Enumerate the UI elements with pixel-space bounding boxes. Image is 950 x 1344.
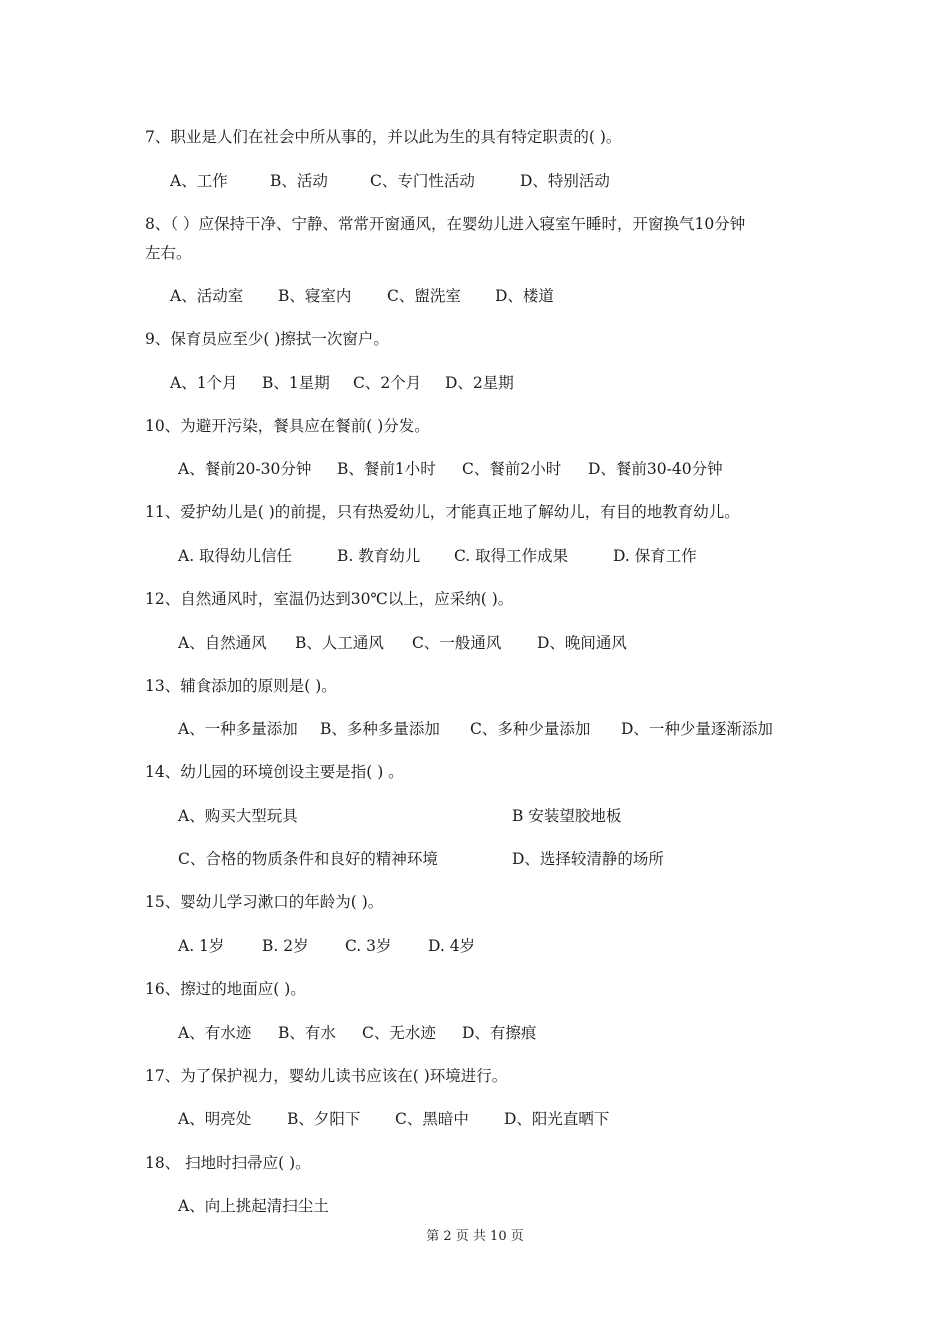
option-15d: D. 4岁 <box>428 937 476 955</box>
option-12d: D、晚间通风 <box>537 634 627 652</box>
option-14c: C、合格的物质条件和良好的精神环境 <box>178 850 438 868</box>
question-17: 17、为了保护视力，婴幼儿读书应该在( )环境进行。 <box>145 1067 508 1085</box>
option-13d: D、一种少量逐渐添加 <box>621 720 773 738</box>
option-15c: C. 3岁 <box>345 937 392 955</box>
option-8b: B、寝室内 <box>278 287 352 305</box>
option-11b: B. 教育幼儿 <box>337 547 421 565</box>
option-10d: D、餐前30-40分钟 <box>588 460 723 478</box>
question-8-continued: 左右。 <box>145 244 192 262</box>
option-16b: B、有水 <box>278 1024 336 1042</box>
option-13b: B、多种多量添加 <box>320 720 440 738</box>
option-13c: C、多种少量添加 <box>470 720 591 738</box>
question-10: 10、为避开污染，餐具应在餐前( )分发。 <box>145 417 430 435</box>
option-13a: A、一种多量添加 <box>178 720 298 738</box>
option-7a: A、工作 <box>170 172 228 190</box>
question-13: 13、辅食添加的原则是( )。 <box>145 677 337 695</box>
option-15b: B. 2岁 <box>262 937 309 955</box>
option-12b: B、人工通风 <box>295 634 384 652</box>
option-9c: C、2个月 <box>353 374 422 392</box>
option-17c: C、黑暗中 <box>395 1110 469 1128</box>
option-14d: D、选择较清静的场所 <box>512 850 664 868</box>
option-8a: A、活动室 <box>170 287 244 305</box>
page-footer: 第 2 页 共 10 页 <box>426 1229 524 1244</box>
question-12: 12、自然通风时，室温仍达到30℃以上，应采纳( )。 <box>145 590 514 608</box>
option-15a: A. 1岁 <box>178 937 225 955</box>
option-10c: C、餐前2小时 <box>462 460 562 478</box>
question-16: 16、擦过的地面应( )。 <box>145 980 306 998</box>
option-12c: C、一般通风 <box>412 634 502 652</box>
question-14: 14、幼儿园的环境创设主要是指( ) 。 <box>145 763 404 781</box>
option-10a: A、餐前20-30分钟 <box>178 460 312 478</box>
option-9a: A、1个月 <box>170 374 238 392</box>
option-16d: D、有擦痕 <box>462 1024 537 1042</box>
option-17b: B、夕阳下 <box>287 1110 361 1128</box>
option-12a: A、自然通风 <box>178 634 267 652</box>
question-7: 7、职业是人们在社会中所从事的，并以此为生的具有特定职责的( )。 <box>145 128 622 146</box>
option-11a: A. 取得幼儿信任 <box>178 547 293 565</box>
option-8d: D、楼道 <box>495 287 554 305</box>
option-9d: D、2星期 <box>445 374 514 392</box>
option-14b: B 安装望胶地板 <box>512 807 622 825</box>
question-18: 18、 扫地时扫帚应( )。 <box>145 1154 311 1172</box>
option-16a: A、有水迹 <box>178 1024 252 1042</box>
option-16c: C、无水迹 <box>362 1024 436 1042</box>
option-14a: A、购买大型玩具 <box>178 807 298 825</box>
question-9: 9、保育员应至少( )擦拭一次窗户。 <box>145 330 389 348</box>
option-9b: B、1星期 <box>262 374 330 392</box>
option-7c: C、专门性活动 <box>370 172 475 190</box>
question-15: 15、婴幼儿学习漱口的年龄为( )。 <box>145 893 384 911</box>
option-10b: B、餐前1小时 <box>337 460 436 478</box>
question-11: 11、爱护幼儿是( )的前提，只有热爱幼儿，才能真正地了解幼儿，有目的地教育幼儿。 <box>145 503 740 521</box>
option-7d: D、特别活动 <box>520 172 610 190</box>
option-11c: C. 取得工作成果 <box>454 547 569 565</box>
option-7b: B、活动 <box>270 172 328 190</box>
option-17a: A、明亮处 <box>178 1110 252 1128</box>
option-17d: D、阳光直晒下 <box>504 1110 610 1128</box>
question-8: 8、（ ）应保持干净、宁静、常常开窗通风，在婴幼儿进入寝室午睡时，开窗换气10分钟 <box>145 215 746 233</box>
option-11d: D. 保育工作 <box>613 547 697 565</box>
option-8c: C、盥洗室 <box>387 287 461 305</box>
option-18a: A、向上挑起清扫尘土 <box>178 1197 329 1215</box>
